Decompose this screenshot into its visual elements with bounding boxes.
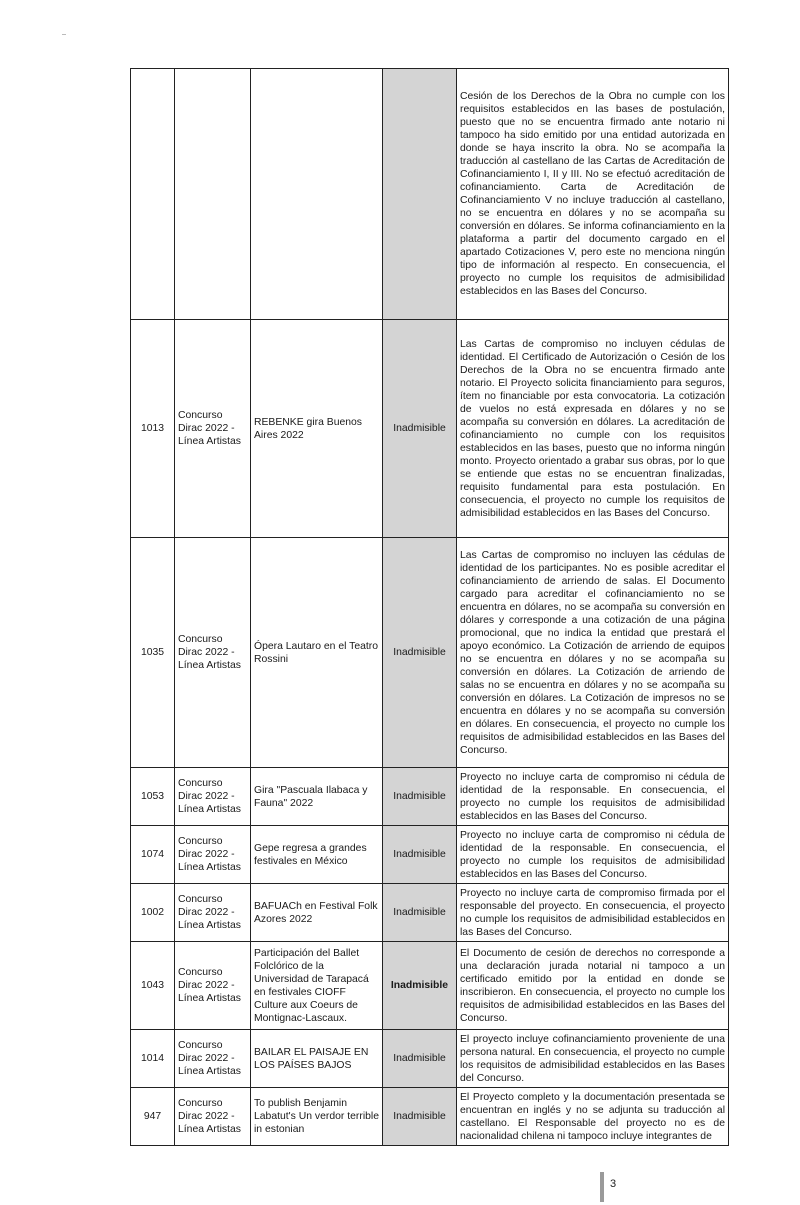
project-id: 1043 — [131, 942, 175, 1030]
project-id — [131, 69, 175, 320]
reason-text: Las Cartas de compromiso no incluyen cédulas de identidad. El Certificado de Autorización o Cesión de los Derechos de la Obra no se encuentra firmado ante notario. El Proyecto solicita financiamiento para seguros, ítem no financiable por esta convocatoria. La cotización de vuelos no está expresada en dólares y no se acompaña su conversión en dólares. La acreditación de cofinanciamiento no cumple con los requisitos establecidos en las bases, puesto que no informa ningún monto. Proyecto orientado a grabar sus obras, por lo que se entiende que estas no se encuentran finalizadas, requisito fundamental para esta postulación. En consecuencia, el proyecto no cumple los requisitos de admisibilidad establecidos en las Bases del Concurso. — [457, 320, 729, 538]
table-row — [131, 320, 729, 538]
table-row — [131, 768, 729, 826]
project-title: Participación del Ballet Folclórico de la Universidad de Tarapacá en festivales CIOFF Culture aux Coeurs de Montignac-Lascaux. — [251, 942, 383, 1030]
project-id: 1074 — [131, 826, 175, 884]
project-title — [251, 69, 383, 320]
project-title: REBENKE gira Buenos Aires 2022 — [251, 320, 383, 538]
table-row — [131, 884, 729, 942]
admissibility-table — [130, 68, 729, 1146]
status-cell: Inadmisible — [383, 1088, 457, 1146]
page-number: 3 — [610, 1178, 617, 1190]
convocatoria: Concurso Dirac 2022 - Línea Artistas — [175, 538, 251, 768]
status-cell: Inadmisible — [383, 826, 457, 884]
status-cell: Inadmisible — [383, 884, 457, 942]
status-cell: Inadmisible — [383, 320, 457, 538]
convocatoria: Concurso Dirac 2022 - Línea Artistas — [175, 1088, 251, 1146]
convocatoria: Concurso Dirac 2022 - Línea Artistas — [175, 768, 251, 826]
project-id: 1013 — [131, 320, 175, 538]
table-row — [131, 1030, 729, 1088]
reason-text: El proyecto incluye cofinanciamiento proveniente de una persona natural. En consecuencia, el proyecto no cumple los requisitos de admisibilidad establecidos en las Bases del Concurso. — [457, 1030, 729, 1088]
reason-text: El Documento de cesión de derechos no corresponde a una declaración jurada notarial ni tampoco a un certificado emitido por la entidad en donde se inscribieron. En consecuencia, el proyecto no cumple los requisitos de admisibilidad establecidos en las Bases del Concurso. — [457, 942, 729, 1030]
project-id: 1035 — [131, 538, 175, 768]
project-title: Ópera Lautaro en el Teatro Rossini — [251, 538, 383, 768]
reason-text: Las Cartas de compromiso no incluyen las cédulas de identidad de los participantes. No es posible acreditar el cofinanciamiento de arriendo de salas. El Documento cargado para acreditar el cofinanciamiento no se encuentra en dólares, no se acompaña su conversión en dólares y corresponde a una cotización de una página promocional, que no indica la entidad que prestará el apoyo económico. La Cotización de arriendo de equipos no se encuentra en dólares y no se acompaña su conversión en dólares. La Cotización de arriendo de salas no se encuentra en dólares y no se acompaña su conversión en dólares. La Cotización de impresos no se encuentra en dólares y no se acompaña su conversión en dólares. En consecuencia, el proyecto no cumple los requisitos de admisibilidad establecidos en las Bases del Concurso. — [457, 538, 729, 768]
table-row — [131, 1088, 729, 1146]
table-row — [131, 538, 729, 768]
convocatoria: Concurso Dirac 2022 - Línea Artistas — [175, 320, 251, 538]
status-cell: Inadmisible — [383, 1030, 457, 1088]
project-title: Gira "Pascuala Ilabaca y Fauna" 2022 — [251, 768, 383, 826]
page-number-marker — [600, 1172, 604, 1202]
project-title: BAILAR EL PAISAJE EN LOS PAÍSES BAJOS — [251, 1030, 383, 1088]
reason-text: Proyecto no incluye carta de compromiso firmada por el responsable del proyecto. En consecuencia, el proyecto no cumple los requisitos de admisibilidad establecidos en las Bases del Concurso. — [457, 884, 729, 942]
project-id: 1053 — [131, 768, 175, 826]
reason-text: Cesión de los Derechos de la Obra no cumple con los requisitos establecidos en las bases de postulación, puesto que no se encuentra firmado ante notario ni tampoco ha sido emitido por una entidad autorizada en donde se haya inscrito la obra. No se acompaña la traducción al castellano de las Cartas de Acreditación de Cofinanciamiento I, II y III. No se efectuó acreditación de cofinanciamiento. Carta de Acreditación de Cofinanciamiento V no incluye traducción al castellano, no se encuentra en dólares y no se acompaña su conversión en dólares. Se informa cofinanciamiento en la plataforma a partir del documento cargado en el apartado Cotizaciones V, pero este no menciona ningún tipo de información al respecto. En consecuencia, el proyecto no cumple los requisitos de admisibilidad establecidos en las Bases del Concurso. — [457, 69, 729, 320]
project-title: Gepe regresa a grandes festivales en México — [251, 826, 383, 884]
status-cell: Inadmisible — [383, 768, 457, 826]
convocatoria: Concurso Dirac 2022 - Línea Artistas — [175, 1030, 251, 1088]
table-row — [131, 69, 729, 320]
project-id: 1002 — [131, 884, 175, 942]
table-row — [131, 942, 729, 1030]
status-cell: Inadmisible — [383, 538, 457, 768]
status-cell — [383, 69, 457, 320]
convocatoria: Concurso Dirac 2022 - Línea Artistas — [175, 826, 251, 884]
scan-mark — [62, 34, 66, 35]
reason-text: Proyecto no incluye carta de compromiso ni cédula de identidad de la responsable. En consecuencia, el proyecto no cumple los requisitos de admisibilidad establecidos en las Bases del Concurso. — [457, 826, 729, 884]
project-id: 1014 — [131, 1030, 175, 1088]
reason-text: Proyecto no incluye carta de compromiso ni cédula de identidad de la responsable. En consecuencia, el proyecto no cumple los requisitos de admisibilidad establecidos en las Bases del Concurso. — [457, 768, 729, 826]
convocatoria: Concurso Dirac 2022 - Línea Artistas — [175, 942, 251, 1030]
reason-text: El Proyecto completo y la documentación presentada se encuentran en inglés y no se adjunta su traducción al castellano. El Responsable del proyecto no es de nacionalidad chilena ni tampoco incluye integrantes de — [457, 1088, 729, 1146]
convocatoria: Concurso Dirac 2022 - Línea Artistas — [175, 884, 251, 942]
status-cell: Inadmisible — [383, 942, 457, 1030]
project-id: 947 — [131, 1088, 175, 1146]
convocatoria — [175, 69, 251, 320]
project-title: To publish Benjamin Labatut's Un verdor terrible in estonian — [251, 1088, 383, 1146]
table-row — [131, 826, 729, 884]
project-title: BAFUACh en Festival Folk Azores 2022 — [251, 884, 383, 942]
